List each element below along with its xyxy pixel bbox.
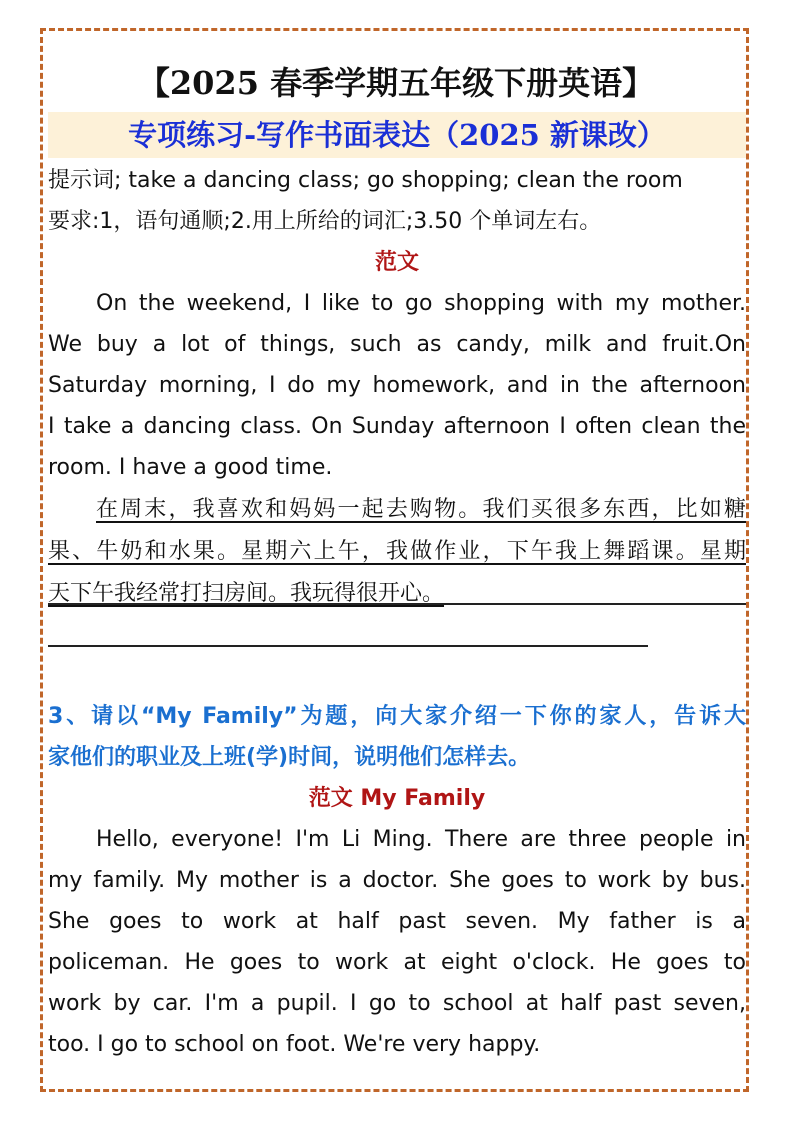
task-prompt: 家他们的职业及上班(学)时间，说明他们怎样去。 (48, 745, 531, 770)
translation-line: 在周末，我喜欢和妈妈一起去购物。我们买很多东西，比如糖 (96, 497, 746, 522)
page-subtitle: 专项练习-写作书面表达（2025 新课改） (128, 118, 666, 152)
hint-words: 提示词; take a dancing class; go shopping; clean the room (48, 168, 683, 193)
requirement: 要求:1，语句通顺;2.用上所给的词汇;3.50 个单词左右。 (48, 209, 602, 234)
essay-line: On the weekend, I like to go shopping with my mother. (96, 291, 746, 316)
essay-line: work by car. I'm a pupil. I go to school at half past seven, (48, 991, 746, 1016)
essay-line: Saturday morning, I do my homework, and in the afternoon (48, 373, 746, 398)
answer-line (48, 645, 648, 647)
essay-line: too. I go to school on foot. We're very happy. (48, 1032, 541, 1057)
essay-line: I take a dancing class. On Sunday afternoon I often clean the (48, 414, 746, 439)
essay-line: She goes to work at half past seven. My father is a (48, 909, 746, 934)
translation-line: 果、牛奶和水果。星期六上午，我做作业，下午我上舞蹈课。星期 (48, 539, 746, 564)
page-title: 【2025 春季学期五年级下册英语】 (137, 64, 655, 102)
essay-line: policeman. He goes to work at eight o'clock. He goes to (48, 950, 746, 975)
essay-line: Hello, everyone! I'm Li Ming. There are three people in (96, 827, 746, 852)
answer-line (48, 603, 746, 605)
essay-line: We buy a lot of things, such as candy, milk and fruit.On (48, 332, 746, 357)
essay-heading: 范文 My Family (308, 786, 486, 811)
essay-line: my family. My mother is a doctor. She goes to work by bus. (48, 868, 746, 893)
essay-line: room. I have a good time. (48, 455, 333, 480)
essay-heading: 范文 (374, 250, 419, 275)
task-prompt: 3、请以“My Family”为题，向大家介绍一下你的家人，告诉大 (48, 704, 746, 729)
translation-line: 天下午我经常打扫房间。我玩得很开心。 (48, 581, 445, 606)
